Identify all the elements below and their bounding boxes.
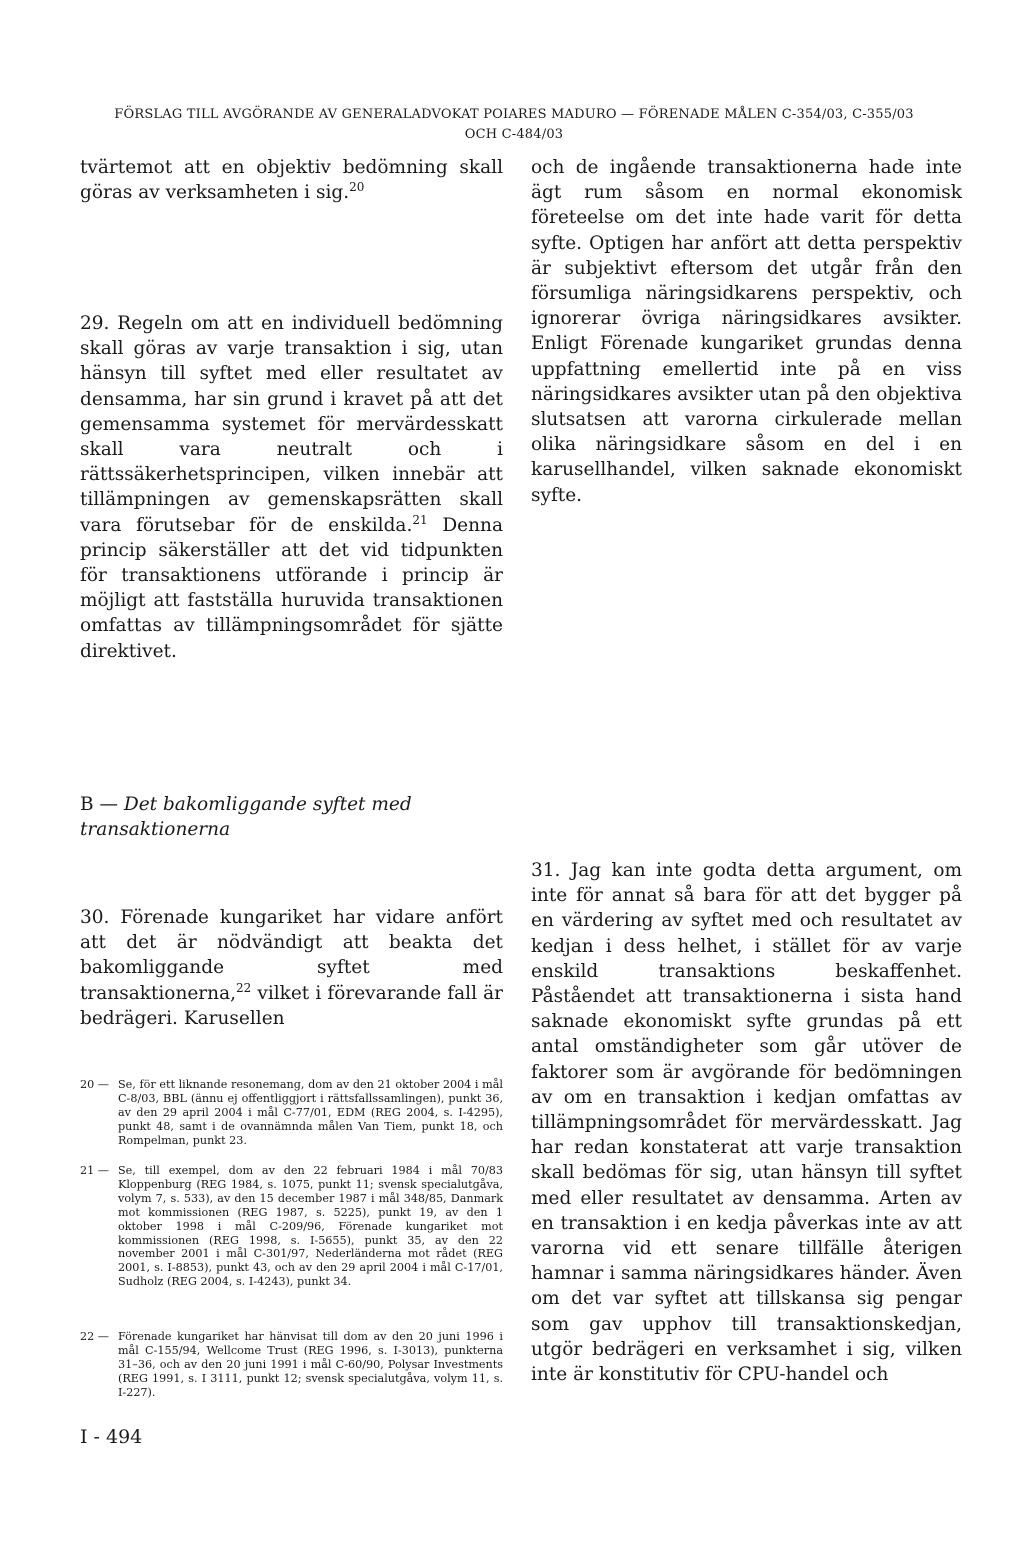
footnote-ref-22: 22: [235, 980, 252, 995]
footnote-22: [80, 1330, 503, 1400]
paragraph-30: [80, 905, 503, 1031]
footnote-ref-20: 20: [349, 180, 365, 195]
para29-text-a: 29. Regeln om att en individuell bedömning skall göras av varje transaktion i sig, utan hänsyn till syftet med eller resultatet av densamma, har sin grund i kravet på att det gemensamma systemet för mervärdesskatt skall vara neutralt och i rättssäkerhetsprincipen, vilken innebär att tillämpningen av gemenskapsrätten skall vara förutsebar för de enskilda.: [80, 313, 503, 536]
right-intro-text: och de ingående transaktionerna hade inte ägt rum såsom en normal ekonomisk företeelse om det inte hade varit för detta syfte. Optigen har anfört att detta perspektiv är subjektivt eftersom det utgår från den försumliga näringsidkarens perspektiv, och ignorerar övriga näringsidkares avsikter. Enligt Förenade kungariket grundas denna uppfattning emellertid inte på en viss näringsidkares avsikter utan på den objektiva slutsatsen att varorna cirkulerade mellan olika näringsidkare såsom en del i en karusellhandel, vilken saknade ekonomiskt syfte.: [531, 157, 962, 506]
footnote-text: Förenade kungariket har hänvisat till dom av den 20 juni 1996 i mål C-155/94, Wellcome Trust (REG 1996, s. I-3013), punkterna 31–36, och av den 20 juni 1991 i mål C-60/90, Polysar Investments (REG 1991, s. I 3111, punkt 12; svensk specialutgåva, volym 11, s. I-227).: [118, 1330, 503, 1399]
header-line-2: OCH C-484/03: [464, 127, 564, 142]
running-header: [64, 105, 964, 145]
section-heading-b: [80, 792, 503, 842]
footnote-text: Se, till exempel, dom av den 22 februari 1984 i mål 70/83 Kloppenburg (REG 1984, s. 1075, punkt 11; svensk specialutgåva, volym 7, s. 533), av den 15 december 1987 i mål 348/85, Danmark mot kommissionen (REG 1987, s. 5225), punkt 19, av den 1 oktober 1998 i mål C-209/96, Förenade kungariket mot kommissionen (REG 1998, s. I-5655), punkt 35, av den 22 november 2001 i mål C-301/97, Nederländerna mot rådet (REG 2001, s. I-8853), punkt 43, och av den 29 april 2004 i mål C-17/01, Sudholz (REG 2004, s. I-4243), punkt 34.: [118, 1164, 503, 1289]
page-number: I - 494: [80, 1426, 143, 1448]
left-intro-text: tvärtemot att en objektiv bedömning skall göras av verksamheten i sig.: [80, 157, 503, 204]
para30-text-a: 30. Förenade kungariket har vidare anfört att det är nödvändigt att beakta det bakomliggande syftet med transaktionerna,: [80, 907, 503, 1004]
footnote-text: Se, för ett liknande resonemang, dom av den 21 oktober 2004 i mål C-8/03, BBL (ännu ej offentliggjort i rättsfallssamlingen), punkt 36, av den 29 april 2004 i mål C-77/01, EDM (REG 2004, s. I-4295), punkt 48, samt i de ovannämnda målen Van Tiem, punkt 18, och Rompelman, punkt 23.: [118, 1078, 503, 1147]
footnote-20: [80, 1078, 503, 1148]
paragraph-29: [80, 311, 503, 664]
para31-text: 31. Jag kan inte godta detta argument, om inte för annat så bara för att det bygger på en värdering av syftet med och resultatet av kedjan i dess helhet, i stället för av varje enskild transaktions beskaffenhet. Påståendet att transaktionerna i sista hand saknade ekonomiskt syfte grundas på ett antal omständigheter som går utöver de faktorer som är avgörande för bedömningen av om en transaktion i kedjan omfattas av tillämpningsområdet för mervärdesskatt. Jag har redan konstaterat att varje transaktion skall bedömas för sig, utan hänsyn till syftet med eller resultatet av densamma. Arten av en transaktion i en kedja påverkas inte av att varorna vid ett senare tillfälle återigen hamnar i samma näringsidkares händer. Även om det var syftet att tillskansa sig pengar som gav upphov till transaktionskedjan, utgör bedrägeri en verksamhet i sig, vilken inte är konstitutiv för CPU-handel och: [531, 860, 962, 1386]
para30-text-b: vilket i förevarande fall är bedrägeri. Karusellen: [80, 982, 503, 1029]
footnote-number: 20 —: [80, 1078, 109, 1091]
para29-text-b: Denna princip säkerställer att det vid tidpunkten för transaktionens utförande i princip är möjligt att fastställa huruvida transaktionen omfattas av tillämpningsområdet för sjätte direktivet.: [80, 514, 503, 662]
footnote-ref-21: 21: [412, 512, 428, 527]
footnote-number: 21 —: [80, 1164, 109, 1177]
paragraph-31: [531, 858, 962, 1387]
section-letter: B —: [80, 794, 124, 815]
left-intro-fragment: [80, 155, 503, 205]
footnote-21: [80, 1164, 503, 1289]
section-title: Det bakomliggande syftet med transaktionerna: [80, 794, 412, 841]
footnote-number: 22 —: [80, 1330, 109, 1343]
header-line-1: FÖRSLAG TILL AVGÖRANDE AV GENERALADVOKAT POIARES MADURO — FÖRENADE MÅLEN C-354/03, C-355/03: [114, 107, 914, 122]
right-intro-fragment: [531, 155, 962, 508]
